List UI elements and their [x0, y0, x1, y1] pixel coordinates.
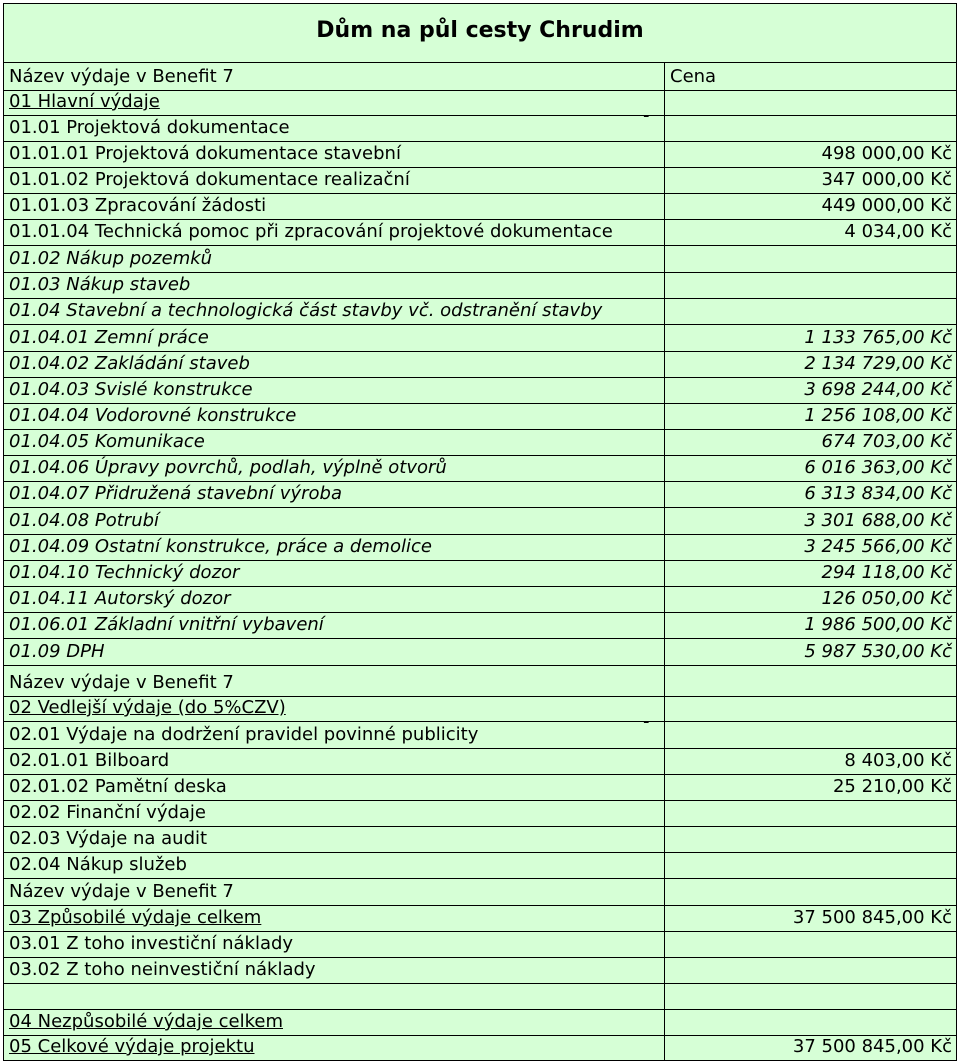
name-column-header: Název výdaje v Benefit 7 [9, 66, 234, 87]
table-row: 03.01 Z toho investiční náklady [4, 932, 956, 958]
header-row [4, 62, 956, 91]
section-total: 37 500 845,00 Kč [792, 1036, 952, 1057]
section-dash: - [643, 711, 650, 732]
section-02-row [4, 697, 956, 732]
table-row: 01.02 Nákup pozemků [4, 246, 956, 273]
section-label: 01 Hlavní výdaje [9, 91, 160, 112]
section-label: 04 Nezpůsobilé výdaje celkem [9, 1011, 283, 1032]
blank-row [4, 984, 956, 1010]
table-row: 01.04.05 Komunikace 674 703,00 Kč [4, 430, 956, 456]
table-row: 01.01 Projektová dokumentace [4, 116, 956, 142]
section-01-row [4, 91, 956, 126]
price-column-header: Cena [670, 66, 717, 87]
section-dash: - [643, 105, 650, 126]
section-label: 03 Způsobilé výdaje celkem [9, 907, 262, 928]
table-row: 01.01.03 Zpracování žádosti 449 000,00 Kč [4, 194, 956, 220]
page-title: Dům na půl cesty Chrudim [316, 18, 644, 43]
table-row: 02.02 Finanční výdaje [4, 801, 956, 827]
table-row: 01.04.03 Svislé konstrukce 3 698 244,00 Kč [4, 378, 956, 404]
table-row: 01.03 Nákup staveb [4, 273, 956, 299]
table-row: 02.01.01 Bilboard 8 403,00 Kč [4, 749, 956, 775]
table-row: 01.04.04 Vodorovné konstrukce 1 256 108,00 Kč [4, 404, 956, 430]
table-row: 01.01.04 Technická pomoc při zpracování projektové dokumentace 4 034,00 Kč [4, 220, 956, 246]
header-row: Název výdaje v Benefit 7 [4, 879, 956, 906]
table-row: 01.09 DPH 5 987 530,00 Kč [4, 639, 956, 666]
header-row: Název výdaje v Benefit 7 [4, 666, 956, 697]
table-row: 01.01.02 Projektová dokumentace realizační 347 000,00 Kč [4, 168, 956, 194]
table-row: 01.04 Stavební a technologická část stavby vč. odstranění stavby [4, 299, 956, 325]
table-row: 01.04.06 Úpravy povrchů, podlah, výplně otvorů 6 016 363,00 Kč [4, 456, 956, 482]
section-total: 37 500 845,00 Kč [792, 907, 952, 928]
table-row: 01.04.02 Zakládání staveb 2 134 729,00 Kč [4, 352, 956, 378]
section-label: 02 Vedlejší výdaje (do 5%CZV) [9, 697, 286, 718]
section-04-row [4, 1010, 956, 1036]
table-row: 01.06.01 Základní vnitřní vybavení 1 986 500,00 Kč [4, 613, 956, 639]
table-row: 02.01 Výdaje na dodržení pravidel povinné publicity [4, 722, 956, 749]
table-row: 01.04.10 Technický dozor 294 118,00 Kč [4, 561, 956, 587]
table-row: 02.04 Nákup služeb [4, 853, 956, 879]
section-03-row [4, 906, 956, 932]
table-row: 02.01.02 Pamětní deska 25 210,00 Kč [4, 775, 956, 801]
table-row: 01.04.07 Přidružená stavební výroba 6 313 834,00 Kč [4, 482, 956, 508]
table-row: 02.03 Výdaje na audit [4, 827, 956, 853]
title-row [4, 4, 956, 63]
table-row: 03.02 Z toho neinvestiční náklady [4, 958, 956, 984]
table-row: 01.04.11 Autorský dozor 126 050,00 Kč [4, 587, 956, 613]
table-row: 01.04.01 Zemní práce 1 133 765,00 Kč [4, 325, 956, 352]
table-row: 01.04.08 Potrubí 3 301 688,00 Kč [4, 508, 956, 535]
table-row: 01.04.09 Ostatní konstrukce, práce a demolice 3 245 566,00 Kč [4, 535, 956, 561]
section-label: 05 Celkové výdaje projektu [9, 1036, 255, 1057]
section-05-row [4, 1036, 956, 1060]
table-row: 01.01.01 Projektová dokumentace stavební 498 000,00 Kč [4, 142, 956, 168]
expense-sheet [3, 3, 957, 1061]
